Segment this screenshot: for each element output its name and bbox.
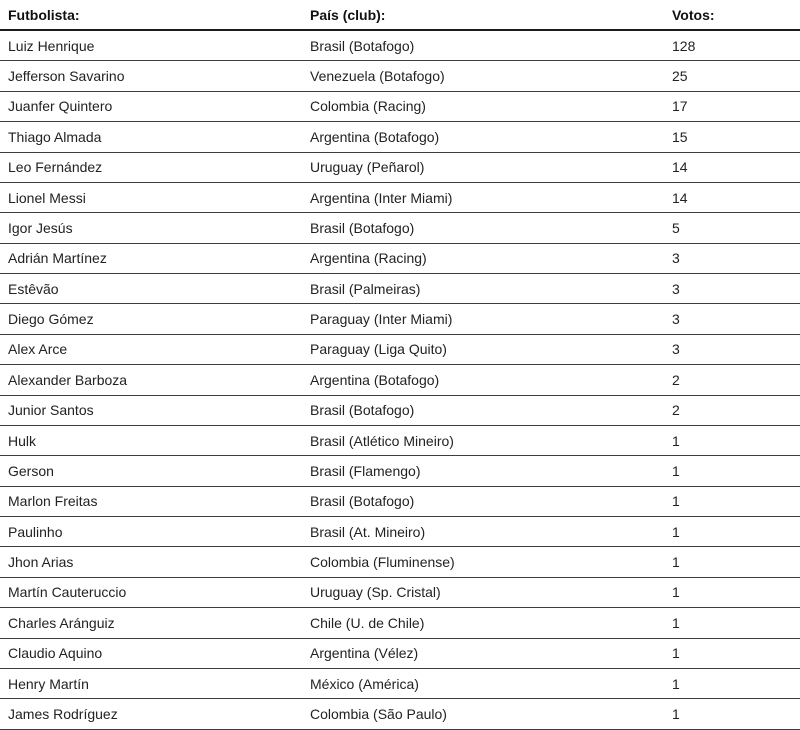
country_club-cell: Uruguay (Peñarol) <box>302 152 664 182</box>
player-cell: Paulinho <box>0 517 302 547</box>
player-cell: Gerson <box>0 456 302 486</box>
player-cell: Charles Aránguiz <box>0 608 302 638</box>
table-header <box>0 0 800 30</box>
player-cell: Alexander Barboza <box>0 365 302 395</box>
country_club-cell: Brasil (Botafogo) <box>302 213 664 243</box>
votes-cell: 1 <box>664 456 800 486</box>
votes-cell: 128 <box>664 30 800 61</box>
country_club-cell: Chile (U. de Chile) <box>302 608 664 638</box>
header-pais-club: País (club): <box>302 0 664 30</box>
player-cell: Claudio Aquino <box>0 638 302 668</box>
country_club-cell: Brasil (Botafogo) <box>302 486 664 516</box>
player-cell: Igor Jesús <box>0 213 302 243</box>
votes-cell: 1 <box>664 668 800 698</box>
country_club-cell: Argentina (Botafogo) <box>302 365 664 395</box>
table-row <box>0 213 800 243</box>
player-cell: Thiago Almada <box>0 122 302 152</box>
country_club-cell: Colombia (Fluminense) <box>302 547 664 577</box>
player-cell: Estêvão <box>0 274 302 304</box>
player-cell: James Rodríguez <box>0 699 302 730</box>
table-row <box>0 668 800 698</box>
table-row <box>0 30 800 61</box>
country_club-cell: Paraguay (Inter Miami) <box>302 304 664 334</box>
header-votos: Votos: <box>664 0 800 30</box>
player-cell: Marlon Freitas <box>0 486 302 516</box>
votes-cell: 1 <box>664 699 800 730</box>
table-row <box>0 517 800 547</box>
player-cell: Alex Arce <box>0 334 302 364</box>
votes-cell: 3 <box>664 304 800 334</box>
table-row <box>0 608 800 638</box>
table-row <box>0 425 800 455</box>
table-row <box>0 486 800 516</box>
country_club-cell: Argentina (Vélez) <box>302 638 664 668</box>
table-row <box>0 122 800 152</box>
votes-cell: 5 <box>664 213 800 243</box>
player-cell: Henry Martín <box>0 668 302 698</box>
table-row <box>0 699 800 730</box>
votes-cell: 3 <box>664 334 800 364</box>
votes-cell: 25 <box>664 61 800 91</box>
country_club-cell: México (América) <box>302 668 664 698</box>
header-futbolista: Futbolista: <box>0 0 302 30</box>
table-row <box>0 334 800 364</box>
country_club-cell: Venezuela (Botafogo) <box>302 61 664 91</box>
country_club-cell: Colombia (Racing) <box>302 91 664 121</box>
votes-cell: 15 <box>664 122 800 152</box>
votes-cell: 3 <box>664 243 800 273</box>
table-row <box>0 365 800 395</box>
votes-cell: 1 <box>664 517 800 547</box>
player-cell: Jefferson Savarino <box>0 61 302 91</box>
player-cell: Jhon Arias <box>0 547 302 577</box>
player-cell: Martín Cauteruccio <box>0 577 302 607</box>
player-cell: Luiz Henrique <box>0 30 302 61</box>
table-row <box>0 61 800 91</box>
votes-cell: 1 <box>664 608 800 638</box>
country_club-cell: Argentina (Racing) <box>302 243 664 273</box>
table-row <box>0 304 800 334</box>
votes-cell: 1 <box>664 486 800 516</box>
table-row <box>0 577 800 607</box>
table-row <box>0 243 800 273</box>
player-cell: Leo Fernández <box>0 152 302 182</box>
country_club-cell: Brasil (Atlético Mineiro) <box>302 425 664 455</box>
votes-cell: 1 <box>664 425 800 455</box>
table-row <box>0 182 800 212</box>
votes-cell: 2 <box>664 365 800 395</box>
country_club-cell: Uruguay (Sp. Cristal) <box>302 577 664 607</box>
country_club-cell: Brasil (Botafogo) <box>302 395 664 425</box>
table-row <box>0 638 800 668</box>
table-row <box>0 456 800 486</box>
table-body <box>0 30 800 730</box>
country_club-cell: Brasil (Flamengo) <box>302 456 664 486</box>
country_club-cell: Argentina (Inter Miami) <box>302 182 664 212</box>
votes-cell: 14 <box>664 182 800 212</box>
player-cell: Juanfer Quintero <box>0 91 302 121</box>
country_club-cell: Argentina (Botafogo) <box>302 122 664 152</box>
player-cell: Lionel Messi <box>0 182 302 212</box>
votes-cell: 1 <box>664 547 800 577</box>
player-cell: Hulk <box>0 425 302 455</box>
votes-cell: 14 <box>664 152 800 182</box>
votes-cell: 1 <box>664 638 800 668</box>
votes-cell: 3 <box>664 274 800 304</box>
country_club-cell: Colombia (São Paulo) <box>302 699 664 730</box>
country_club-cell: Brasil (Botafogo) <box>302 30 664 61</box>
player-cell: Diego Gómez <box>0 304 302 334</box>
country_club-cell: Paraguay (Liga Quito) <box>302 334 664 364</box>
table-row <box>0 547 800 577</box>
table-row <box>0 395 800 425</box>
votes-cell: 2 <box>664 395 800 425</box>
country_club-cell: Brasil (Palmeiras) <box>302 274 664 304</box>
player-cell: Adrián Martínez <box>0 243 302 273</box>
votes-cell: 1 <box>664 577 800 607</box>
header-row <box>0 0 800 30</box>
votes-cell: 17 <box>664 91 800 121</box>
country_club-cell: Brasil (At. Mineiro) <box>302 517 664 547</box>
table-row <box>0 152 800 182</box>
player-cell: Junior Santos <box>0 395 302 425</box>
table-row <box>0 274 800 304</box>
table-row <box>0 91 800 121</box>
